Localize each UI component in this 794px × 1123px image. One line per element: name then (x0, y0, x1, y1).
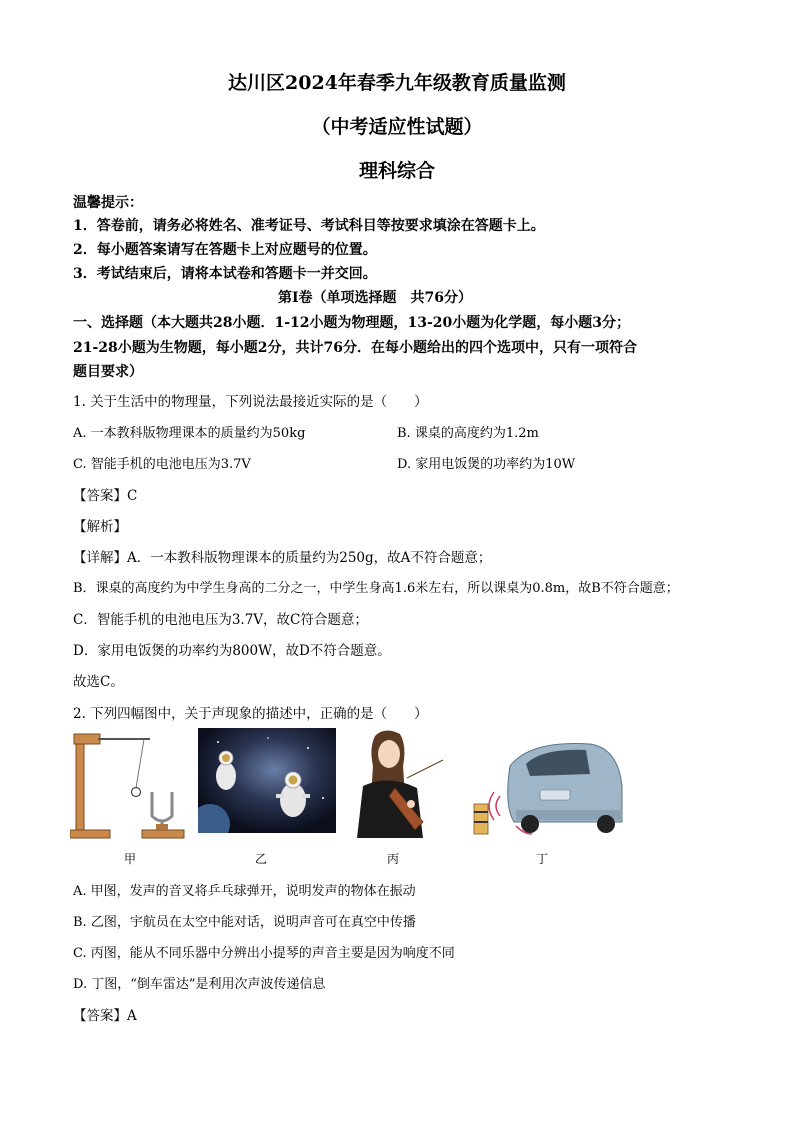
exam-title: 达川区2024年春季九年级教育质量监测 (228, 72, 566, 94)
q1-option-a: A. 一本教科版物理课本的质量约为50kg (73, 426, 306, 441)
q2-option-b: B. 乙图，宇航员在太空中能对话，说明声音可在真空中传播 (73, 915, 416, 930)
figure-caption-bing: 丙 (387, 852, 400, 866)
q1-analysis-label: 【解析】 (73, 519, 127, 535)
exam-subject: 理科综合 (358, 160, 435, 182)
q1-option-c: C. 智能手机的电池电压为3.7V (73, 457, 251, 472)
section-intro: 一、选择题（本大题共28小题．1-12小题为物理题，13-20小题为化学题，每小题3分； (73, 315, 631, 331)
section-title: 第Ⅰ卷（单项选择题 共76分） (278, 290, 473, 306)
q2-option-c: C. 丙图，能从不同乐器中分辨出小提琴的声音主要是因为响度不同 (73, 946, 455, 961)
q2-option-a: A. 甲图，发声的音叉将乒乓球弹开，说明发声的物体在振动 (73, 884, 416, 899)
q1-detail-line: D．家用电饭煲的功率约为800W，故D不符合题意。 (73, 643, 391, 659)
q1-answer: 【答案】C (73, 488, 138, 504)
q1-detail-line: C．智能手机的电池电压为3.7V，故C符合题意； (73, 612, 368, 628)
section-intro: 题目要求） (73, 364, 143, 380)
figure-caption-yi: 乙 (255, 852, 268, 866)
exam-subtitle: （中考适应性试题） (311, 116, 483, 138)
q1-detail-line: 【详解】A．一本教科版物理课本的质量约为250g，故A不符合题意； (73, 550, 492, 566)
tip-item: 1．答卷前，请务必将姓名、准考证号、考试科目等按要求填涂在答题卡上。 (73, 218, 545, 234)
q1-option-b: B. 课桌的高度约为1.2m (397, 426, 539, 441)
q1-detail-line: 故选C。 (73, 674, 124, 690)
tip-item: 3．考试结束后，请将本试卷和答题卡一并交回。 (73, 266, 377, 282)
q2-option-d: D. 丁图，“倒车雷达”是利用次声波传递信息 (73, 977, 326, 992)
question-1-stem: 1. 关于生活中的物理量，下列说法最接近实际的是（ ） (73, 394, 428, 410)
section-intro: 21-28小题为生物题，每小题2分，共计76分．在每小题给出的四个选项中，只有一项符合 (73, 340, 637, 356)
violinist-figure (345, 726, 445, 838)
tip-item: 2．每小题答案请写在答题卡上对应题号的位置。 (73, 242, 377, 258)
tips-heading: 温馨提示： (73, 195, 143, 211)
question-2-stem: 2. 下列四幅图中，关于声现象的描述中，正确的是（ ） (73, 706, 428, 722)
figure-caption-ding: 丁 (536, 852, 549, 866)
figure-caption-jia: 甲 (124, 852, 137, 866)
astronauts-space-figure (198, 728, 336, 833)
tuning-fork-figure (70, 730, 190, 842)
q1-option-d: D. 家用电饭煲的功率约为10W (397, 457, 576, 472)
q2-answer: 【答案】A (73, 1008, 137, 1024)
q1-detail-line: B．课桌的高度约为中学生身高的二分之一，中学生身高1.6米左右，所以课桌为0.8m，故B不符合题意； (73, 581, 679, 596)
reversing-radar-figure (470, 726, 626, 838)
